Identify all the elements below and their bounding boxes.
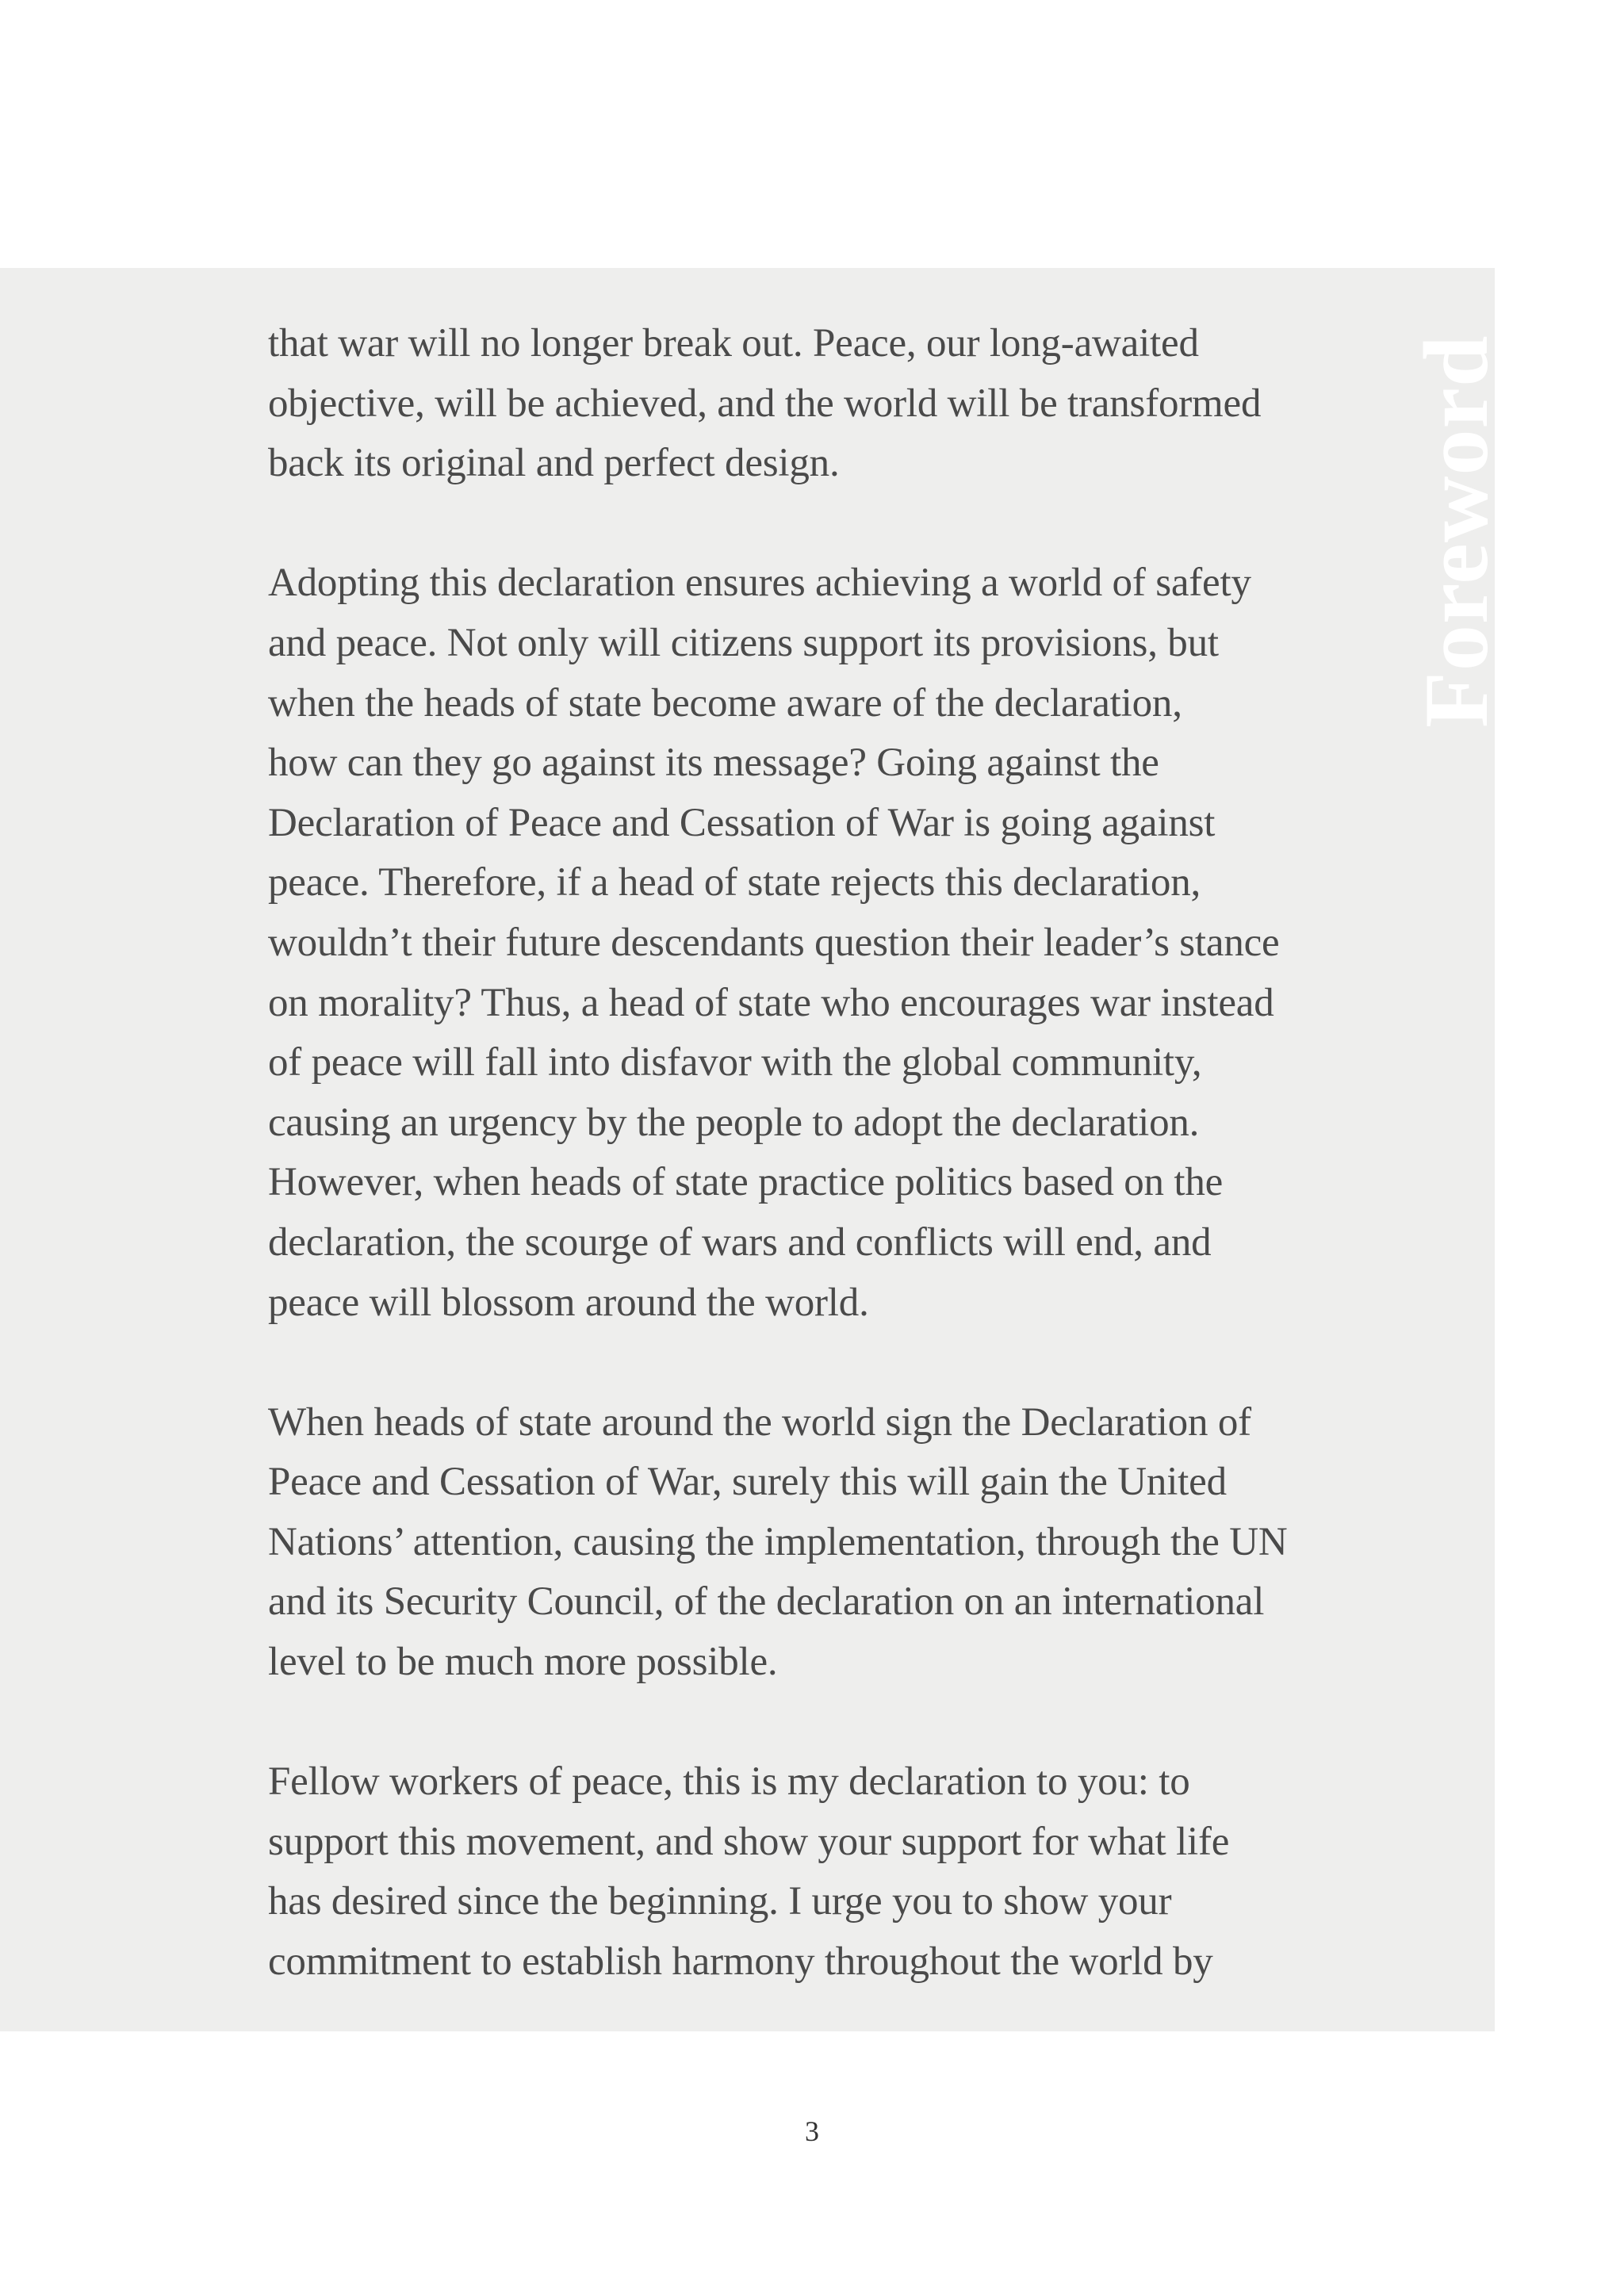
text-line: Declaration of Peace and Cessation of War is going against	[268, 800, 1216, 845]
paragraph-3	[268, 1393, 1323, 1693]
text-line: on morality? Thus, a head of state who encourages war instead	[268, 980, 1274, 1025]
text-line: Peace and Cessation of War, surely this will gain the United	[268, 1460, 1227, 1505]
text-line: that war will no longer break out. Peace, our long-awaited	[268, 321, 1199, 366]
paragraph-2	[268, 553, 1323, 1333]
text-line: back its original and perfect design.	[268, 441, 840, 486]
section-title: Foreword	[1406, 335, 1507, 728]
text-line: of peace will fall into disfavor with the global community,	[268, 1040, 1202, 1085]
text-line: However, when heads of state practice politics based on the	[268, 1160, 1224, 1205]
paragraph-4	[268, 1752, 1323, 1992]
text-line: level to be much more possible.	[268, 1640, 778, 1685]
text-line: Fellow workers of peace, this is my declaration to you: to	[268, 1759, 1190, 1805]
text-line: how can they go against its message? Going against the	[268, 741, 1159, 786]
text-line: has desired since the beginning. I urge you to show your	[268, 1879, 1172, 1924]
text-line: objective, will be achieved, and the world will be transformed	[268, 381, 1262, 426]
paragraph-1	[268, 314, 1323, 494]
text-line: causing an urgency by the people to adopt the declaration.	[268, 1100, 1200, 1145]
text-line: and its Security Council, of the declaration on an international	[268, 1579, 1265, 1625]
text-line: Adopting this declaration ensures achieving a world of safety	[268, 561, 1251, 606]
page-number: 3	[805, 2115, 819, 2147]
text-line: peace will blossom around the world.	[268, 1280, 869, 1325]
text-line: commitment to establish harmony throughout the world by	[268, 1939, 1213, 1985]
text-line: declaration, the scourge of wars and conflicts will end, and	[268, 1219, 1212, 1265]
text-line: Nations’ attention, causing the implementation, through the UN	[268, 1519, 1288, 1564]
text-line: wouldn’t their future descendants question their leader’s stance	[268, 920, 1280, 965]
text-line: peace. Therefore, if a head of state rejects this declaration,	[268, 860, 1201, 905]
text-line: When heads of state around the world sign the Declaration of	[268, 1399, 1251, 1445]
text-line: and peace. Not only will citizens support its provisions, but	[268, 620, 1219, 665]
text-line: support this movement, and show your support for what life	[268, 1819, 1230, 1864]
body-text	[268, 314, 1323, 1992]
text-line: when the heads of state become aware of the declaration,	[268, 680, 1182, 725]
